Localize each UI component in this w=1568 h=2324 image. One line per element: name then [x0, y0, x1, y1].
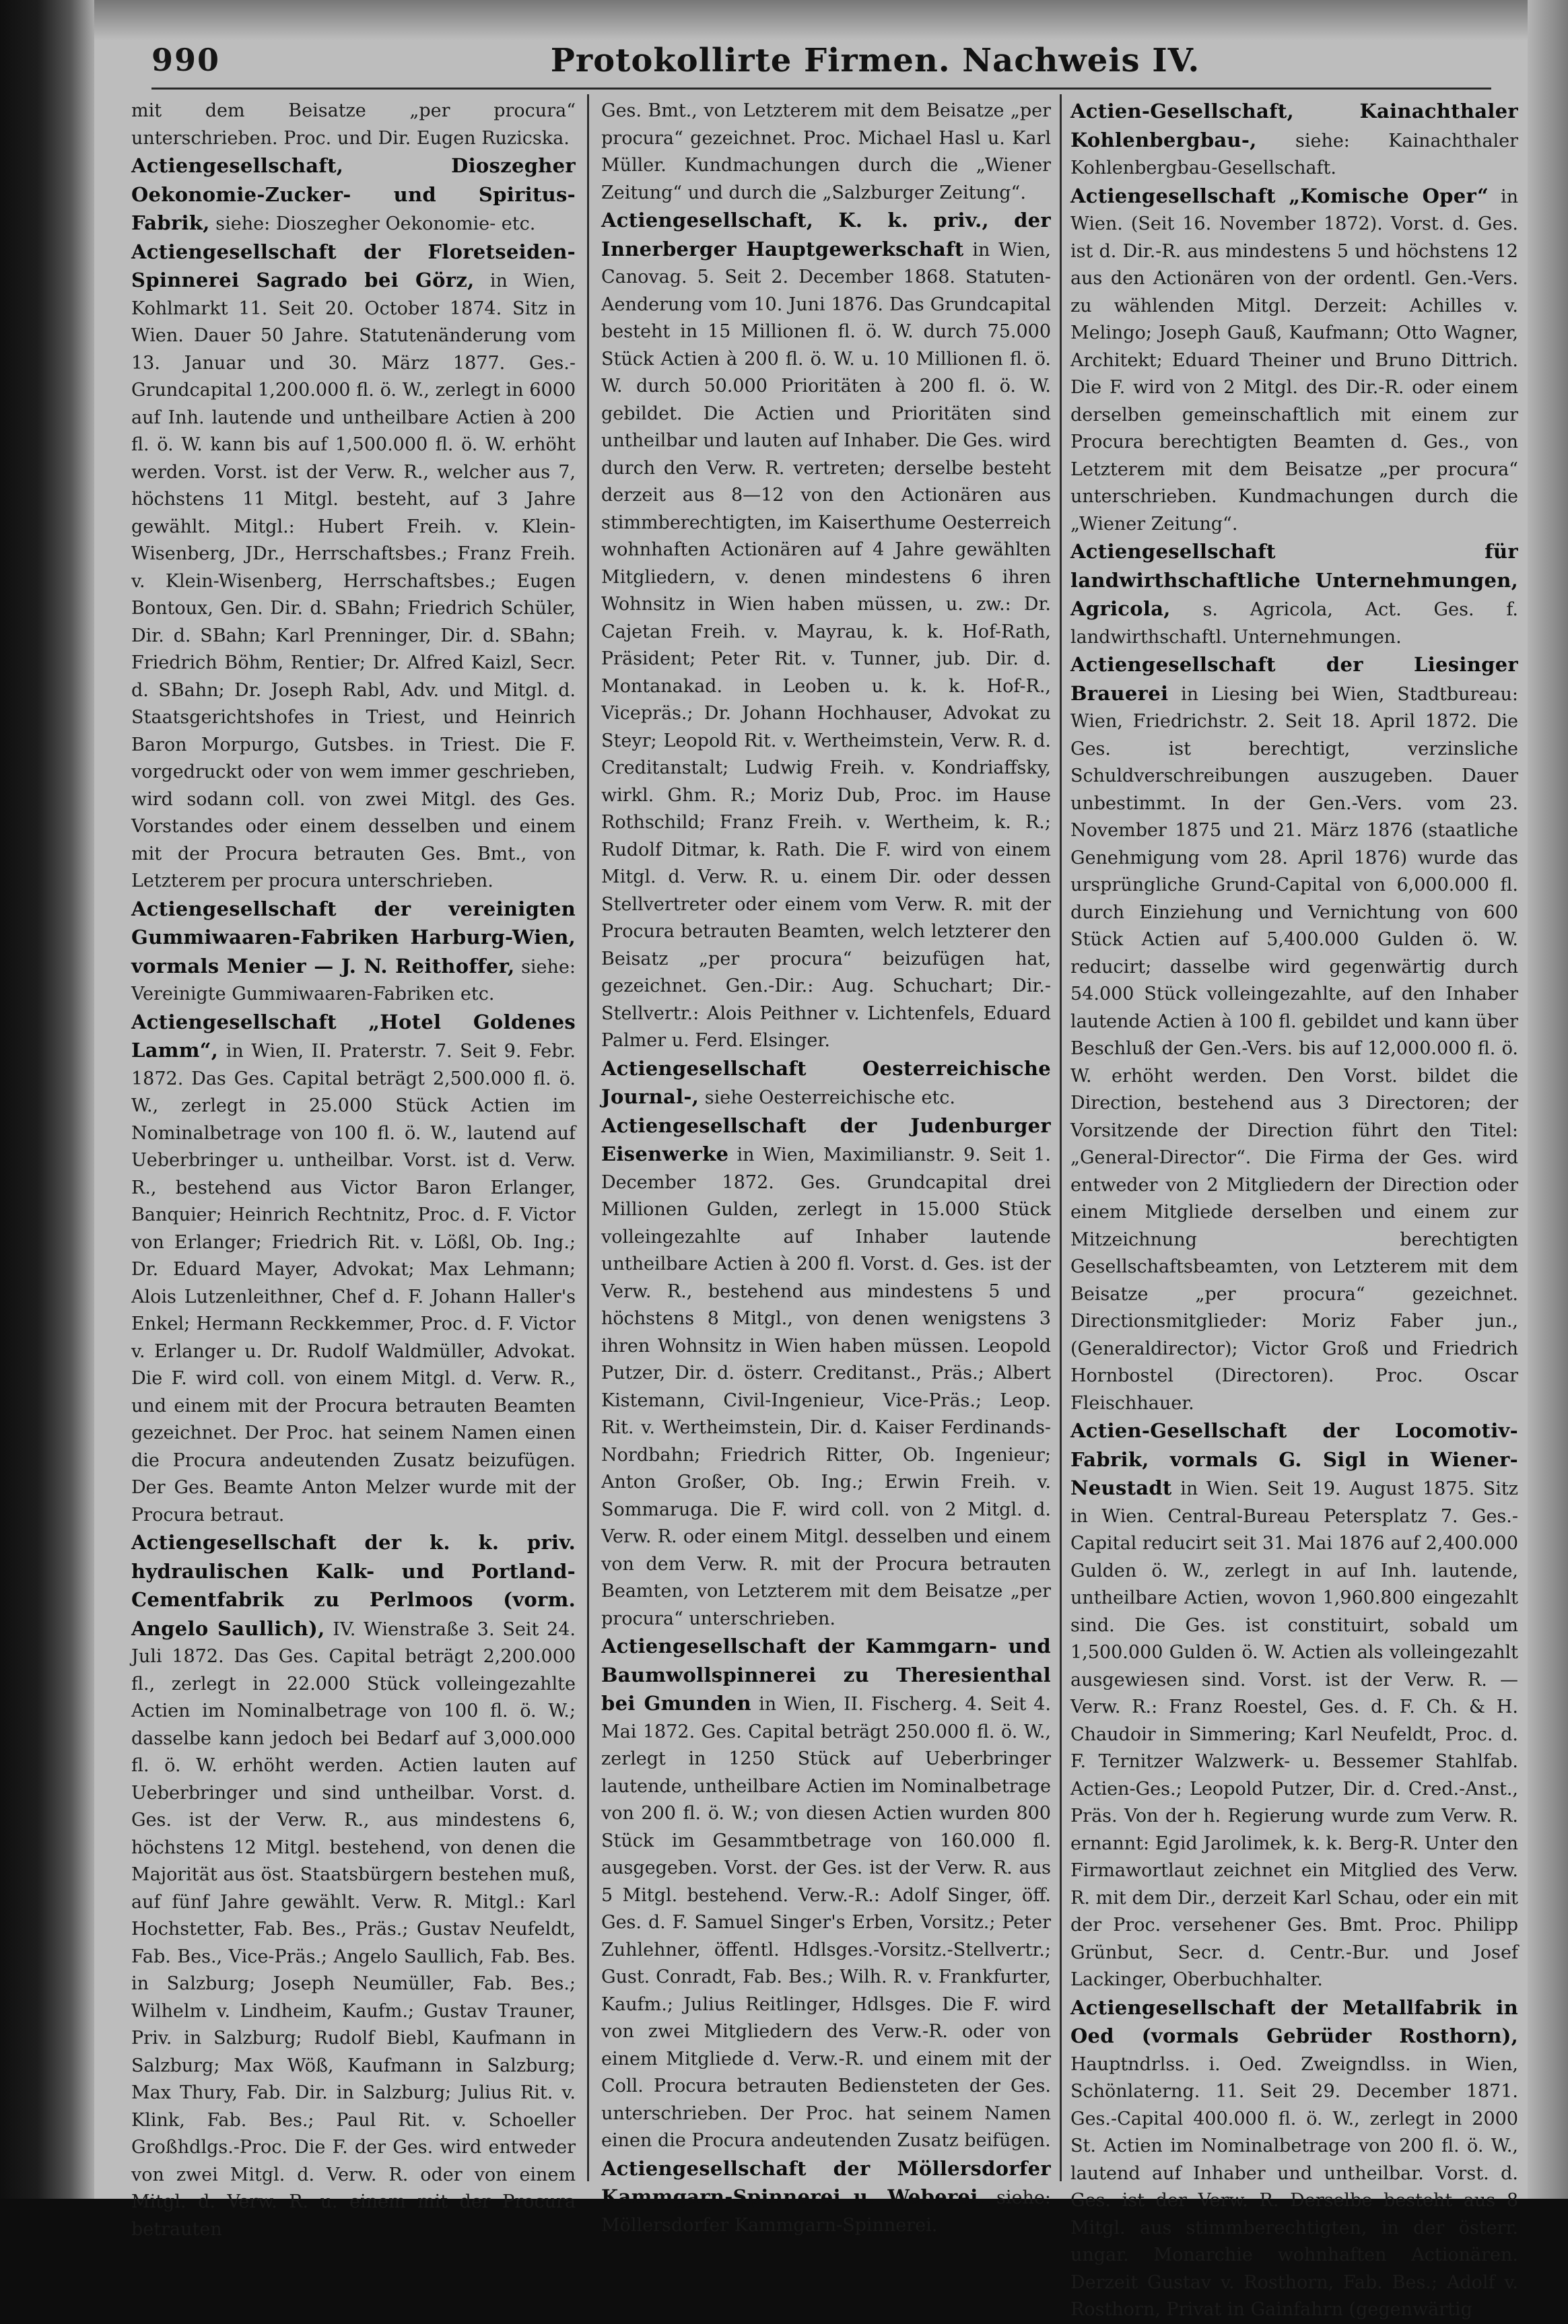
entry-text: Ges. Bmt., von Letzterem mit dem Beisatze „per procura“ gezeichnet. Proc. Michael Hasl u. Karl Müller. Kundmachungen durch die „Wiener Zeitung“ und durch die „Salzburger Zeitung“.: [601, 100, 1051, 203]
company-name: Actiengesellschaft „Komische Oper“: [1070, 184, 1489, 207]
text-column-3: [1070, 98, 1518, 2320]
company-name: Actiengesellschaft „Hotel Goldenes Lamm“,: [131, 1010, 576, 1062]
entry-text: IV. Wienstraße 3. Seit 24. Juli 1872. Das Ges. Capital beträgt 2,200.000 fl., zerlegt in 22.000 Stück volleingezahlte Actien im Nominalbetrage von 100 fl. ö. W.; dasselbe kann jedoch bei Bedarf auf 3,000.000 fl. ö. W. erhöht werden. Actien lauten auf Ueberbringer und sind untheilbar. Vorst. d. Ges. ist der Verw. R., aus mindestens 6, höchstens 12 Mitgl. bestehend, von denen die Majorität aus öst. Staatsbürgern bestehen muß, auf fünf Jahre gewählt. Verw. R. Mitgl.: Karl Hochstetter, Fab. Bes., Präs.; Gustav Neufeldt, Fab. Bes., Vice-Präs.; Angelo Saullich, Fab. Bes. in Salzburg; Joseph Neumüller, Fab. Bes.; Wilhelm v. Lindheim, Kaufm.; Gustav Trauner, Priv. in Salzburg; Rudolf Biebl, Kaufmann in Salzburg; Max Wöß, Kaufmann in Salzburg; Max Thury, Fab. Dir. in Salzburg; Julius Rit. v. Klink, Fab. Bes.; Paul Rit. v. Schoeller Großhdlgs.-Proc. Die F. der Ges. wird entweder von zwei Mitgl. d. Verw. R. oder von einem Mitgl. d. Verw. R. u. einem mit der Procura betrauten: [131, 1618, 576, 2240]
entry-text: in Wien, Kohlmarkt 11. Seit 20. October 1874. Sitz in Wien. Dauer 50 Jahre. Statutenänderung vom 13. Januar und 30. März 1877. Ges.-Grundcapital 1,200.000 fl. ö. W., zerlegt in 6000 auf Inh. lautende und untheilbare Actien à 200 fl. ö. W. kann bis auf 1,500.000 fl. ö. W. erhöht werden. Vorst. ist der Verw. R., welcher aus 7, höchstens 11 Mitgl. besteht, auf 3 Jahre gewählt. Mitgl.: Hubert Freih. v. Klein-Wisenberg, JDr., Herrschaftsbes.; Franz Freih. v. Klein-Wisenberg, Herrschaftsbes.; Eugen Bontoux, Gen. Dir. d. SBahn; Friedrich Schüler, Dir. d. SBahn; Karl Prenninger, Dir. d. SBahn; Friedrich Böhm, Rentier; Dr. Alfred Kaizl, Secr. d. SBahn; Dr. Joseph Rabl, Adv. und Mitgl. d. Staatsgerichtshofes in Triest, und Heinrich Baron Morpurgo, Gutsbes. in Triest. Die F. vorgedruckt oder von wem immer geschrieben, wird sodann coll. von zwei Mitgl. des Ges. Vorstandes oder einem desselben und einem mit der Procura betrauten Ges. Bmt., von Letzterem per procura unterschrieben.: [131, 271, 576, 891]
company-name: Actiengesellschaft der Möllersdorfer Kammgarn-Spinnerei u. Weberei,: [601, 2156, 1051, 2208]
company-name: Actien-Gesellschaft, Kainachthaler Kohlenbergbau-,: [1070, 100, 1518, 151]
company-entry: [1070, 98, 1518, 182]
company-name: Actiengesellschaft der Metallfabrik in Oed (vormals Gebrüder Rosthorn),: [1070, 1995, 1518, 2047]
company-name: Actiengesellschaft, K. k. priv., der Innerberger Hauptgewerkschaft: [601, 209, 1051, 261]
column-divider: [587, 94, 589, 2181]
entry-text: in Wien, Canovag. 5. Seit 2. December 1868. Statuten-Aenderung vom 10. Juni 1876. Das Grundcapital besteht in 15 Millionen fl. ö. W. durch 75.000 Stück Actien à 200 fl. ö. W. u. 10 Millionen fl. ö. W. durch 50.000 Prioritäten à 200 fl. ö. W. gebildet. Die Actien und Prioritäten sind untheilbar und lauten auf Inhaber. Die Ges. wird durch den Verw. R. vertreten; derselbe besteht derzeit aus 8—12 von den Actionären aus stimmberechtigten, im Kaiserthume Oesterreich wohnhaften Actionären auf 4 Jahre gewählten Mitgliedern, v. denen mindestens 6 ihren Wohnsitz in Wien haben müssen, u. zw.: Dr. Cajetan Freih. v. Mayrau, k. k. Hof-Rath, Präsident; Peter Rit. v. Tunner, jub. Dir. d. Montanakad. in Leoben u. k. k. Hof-R., Vicepräs.; Dr. Johann Hochhauser, Advokat zu Steyr; Leopold Rit. v. Wertheimstein, Verw. R. d. Creditanstalt; Ludwig Freih. v. Kondriaffsky, wirkl. Ghm. R.; Moriz Dub, Proc. im Hause Rothschild; Franz Freih. v. Wertheim, k. R.; Rudolf Ditmar, k. Rath. Die F. wird von einem Mitgl. d. Verw. R. u. einem Dir. oder dessen Stellvertreter oder einem vom Verw. R. mit der Procura betrauten Beamten, welch letzterer den Beisatz „per procura“ beizufügen hat, gezeichnet. Gen.-Dir.: Aug. Schuchart; Dir.-Stellvertr.: Alois Peithner v. Lichtenfels, Eduard Palmer u. Ferd. Elsinger.: [601, 239, 1051, 1051]
company-entry: [601, 1055, 1051, 1112]
page-number: 990: [151, 42, 221, 78]
company-entry: [601, 1633, 1051, 2155]
company-entry: [1070, 1417, 1518, 1994]
book-gutter-shadow: [0, 0, 94, 2199]
company-entry: [131, 152, 576, 238]
column-divider: [1060, 94, 1062, 2181]
company-entry: [131, 238, 576, 895]
company-entry: [601, 2155, 1051, 2240]
entry-text: in Wien. Seit 19. August 1875. Sitz in Wien. Central-Bureau Petersplatz 7. Ges.-Capital reducirt seit 31. Mai 1876 auf 2,400.000 Gulden ö. W., zerlegt in auf Inh. lautende, untheilbare Actien, wovon 1,960.800 eingezahlt sind. Die Ges. ist constituirt, sobald um 1,500.000 Gulden ö. W. Actien als volleingezahlt ausgewiesen sind. Vorst. ist der Verw. R. — Verw. R.: Franz Roestel, Ges. d. F. Ch. & H. Chaudoir in Simmering; Karl Neufeldt, Proc. d. F. Ternitzer Walzwerk- u. Bessemer Stahlfab. Actien-Ges.; Leopold Putzer, Dir. d. Cred.-Anst., Präs. Von der h. Regierung wurde zum Verw. R. ernannt: Egid Jarolimek, k. k. Berg-R. Unter den Firmawortlaut zeichnet ein Mitglied des Verw. R. mit dem Dir., derzeit Karl Schau, oder ein mit der Proc. versehener Ges. Bmt. Proc. Philipp Grünbut, Secr. d. Centr.-Bur. und Josef Lackinger, Oberbuchhalter.: [1070, 1478, 1518, 1990]
page-edge-shadow: [1528, 0, 1568, 2199]
company-entry: [1070, 651, 1518, 1417]
running-title: Protokollirte Firmen. Nachweis IV.: [550, 42, 1200, 79]
company-name: Actiengesellschaft der Liesinger Brauerei: [1070, 653, 1518, 705]
company-entry: [131, 98, 576, 152]
entry-text: s. Agricola, Act. Ges. f. landwirthschaftl. Unternehmungen.: [1070, 599, 1518, 648]
entry-text: siehe: Dioszegher Oekonomie- etc.: [215, 213, 536, 234]
company-name: Actiengesellschaft der Floretseiden-Spinnerei Sagrado bei Görz,: [131, 240, 576, 292]
entry-text: in Wien, II. Praterstr. 7. Seit 9. Febr. 1872. Das Ges. Capital beträgt 2,500.000 fl. ö. W., zerlegt in 25.000 Stück Actien im Nominalbetrage von 100 fl. ö. W., lautend auf Ueberbringer u. untheilbar. Vorst. ist d. Verw. R., bestehend aus Victor Baron Erlanger, Banquier; Heinrich Rechtnitz, Proc. d. F. Victor von Erlanger; Friedrich Rit. v. Lößl, Ob. Ing.; Dr. Eduard Mayer, Advokat; Max Lehmann; Alois Lutzenleithner, Chef d. F. Johann Haller's Enkel; Hermann Reckkemmer, Proc. d. F. Victor v. Erlanger u. Dr. Rudolf Waldmüller, Advokat. Die F. wird coll. von einem Mitgl. d. Verw. R., und einem mit der Procura betrauten Beamten gezeichnet. Der Proc. hat seinem Namen einen die Procura andeutenden Zusatz beizufügen. Der Ges. Beamte Anton Melzer wurde mit der Procura betraut.: [131, 1041, 576, 1526]
entry-text: in Wien, II. Fischerg. 4. Seit 4. Mai 1872. Ges. Capital beträgt 250.000 fl. ö. W., zerlegt in 1250 Stück auf Ueberbringer lautende, untheilbare Actien im Nominalbetrage von 200 fl. ö. W.; von diesen Actien wurden 800 Stück im Gesammtbetrage von 160.000 fl. ausgegeben. Vorst. der Ges. ist der Verw. R. aus 5 Mitgl. bestehend. Verw.-R.: Adolf Singer, öff. Ges. d. F. Samuel Singer's Erben, Vorsitz.; Peter Zuhlehner, öffentl. Hdlsges.-Vorsitz.-Stellvertr.; Gust. Conradt, Fab. Bes.; Wilh. R. v. Frankfurter, Kaufm.; Julius Reitlinger, Hdlsges. Die F. wird von zwei Mitgliedern des Verw.-R. oder von einem Mitgliede d. Verw.-R. und einem mit der Coll. Procura betrauten Bediensteten der Ges. unterschrieben. Der Proc. hat seinem Namen einen die Procura andeutenden Zusatz beifügen.: [601, 1694, 1051, 2151]
company-entry: [601, 207, 1051, 1055]
company-entry: [1070, 182, 1518, 539]
company-name: Actiengesellschaft der Judenburger Eisenwerke: [601, 1114, 1051, 1165]
entry-text: mit dem Beisatze „per procura“ unterschrieben. Proc. und Dir. Eugen Ruzicska.: [131, 100, 576, 149]
company-name: Actiengesellschaft der vereinigten Gummiwaaren-Fabriken Harburg-Wien, vormals Menier — J. N. Reithoffer,: [131, 897, 576, 978]
company-name: Actiengesellschaft der k. k. priv. hydraulischen Kalk- und Portland-Cementfabrik zu Perlmoos (vorm. Angelo Saullich),: [131, 1531, 576, 1640]
company-entry: [131, 1009, 576, 1530]
company-entry: [601, 98, 1051, 207]
company-name: Actiengesellschaft der Kammgarn- und Baumwollspinnerei zu Theresienthal bei Gmunden: [601, 1635, 1051, 1715]
entry-text: siehe: Kainachthaler Kohlenbergbau-Gesellschaft.: [1070, 130, 1518, 178]
entry-text: siehe: Vereinigte Gummiwaaren-Fabriken etc.: [131, 956, 576, 1004]
scan-top-band: [0, 0, 1568, 40]
company-entry: [131, 1529, 576, 2243]
company-entry: [1070, 538, 1518, 651]
entry-text: siehe: Möllersdorfer Kammgarn-Spinnerei.: [601, 2187, 1051, 2236]
company-name: Actiengesellschaft Oesterreichische Journal-,: [601, 1056, 1051, 1108]
entry-text: siehe Oesterreichische etc.: [704, 1087, 956, 1108]
text-column-1: [131, 98, 576, 2240]
company-entry: [1070, 1994, 1518, 2324]
entry-text: in Liesing bei Wien, Stadtbureau: Wien, Friedrichstr. 2. Seit 18. April 1872. Die Ges. ist berechtigt, verzinsliche Schuldverschreibungen auszugeben. Dauer unbestimmt. In der Gen.-Vers. vom 23. November 1875 und 21. März 1876 (staatliche Genehmigung vom 28. April 1876) wurde das ursprüngliche Grund-Capital von 6,000.000 fl. durch Einziehung und Vernichtung von 600 Stück Actien auf 5,400.000 Gulden ö. W. reducirt; dasselbe wird gegenwärtig durch 54.000 Stück volleingezahlte, auf den Inhaber lautende Actien à 100 fl. gebildet und kann über Beschluß der Gen.-Vers. bis auf 12,000.000 fl. ö. W. erhöht werden. Den Vorst. bildet die Direction, bestehend aus 3 Directoren; der Vorsitzende der Direction führt den Titel: „General-Director“. Die Firma der Ges. wird entweder von 2 Mitgliedern der Direction oder einem Mitgliede derselben und einem zur Mitzeichnung berechtigten Gesellschaftsbeamten, von Letzterem mit dem Beisatze „per procura“ gezeichnet. Directionsmitglieder: Moriz Faber jun., (Generaldirector); Victor Groß und Friedrich Hornbostel (Directoren). Proc. Oscar Fleischhauer.: [1070, 683, 1518, 1414]
company-name: Actiengesellschaft für landwirthschaftliche Unternehmungen, Agricola,: [1070, 540, 1518, 620]
text-column-2: [601, 98, 1051, 2236]
entry-text: in Wien, Maximilianstr. 9. Seit 1. December 1872. Ges. Grundcapital drei Millionen Gulden, zerlegt in 15.000 Stück volleingezahlte auf Inhaber lautende untheilbare Actien à 200 fl. Vorst. d. Ges. ist der Verw. R., bestehend aus mindestens 5 und höchstens 8 Mitgl., von denen wenigstens 3 ihren Wohnsitz in Wien haben müssen. Leopold Putzer, Dir. d. österr. Creditanst., Präs.; Albert Kistemann, Civil-Ingenieur, Vice-Präs.; Leop. Rit. v. Wertheimstein, Dir. d. Kaiser Ferdinands-Nordbahn; Friedrich Ritter, Ob. Ingenieur; Anton Großer, Ob. Ing.; Erwin Freih. v. Sommaruga. Die F. wird coll. von 2 Mitgl. d. Verw. R. oder einem Mitgl. desselben und einem von dem Verw. R. mit der Procura betrauten Beamten, von Letzterem mit dem Beisatze „per procura“ unterschrieben.: [601, 1144, 1051, 1629]
header-rule: [151, 88, 1491, 90]
company-entry: [601, 1112, 1051, 1633]
entry-text: in Wien. (Seit 16. November 1872). Vorst. d. Ges. ist d. Dir.-R. aus mindestens 5 und höchstens 12 aus den Actionären von der ordentl. Gen.-Vers. zu wählenden Mitgl. Derzeit: Achilles v. Melingo; Joseph Gauß, Kaufmann; Otto Wagner, Architekt; Eduard Theiner und Bruno Dittrich. Die F. wird von 2 Mitgl. des Dir.-R. oder einem derselben gemeinschaftlich mit einem zur Procura berechtigten Beamten d. Ges., von Letzterem mit dem Beisatze „per procura“ unterschrieben. Kundmachungen durch die „Wiener Zeitung“.: [1070, 186, 1518, 535]
company-entry: [131, 895, 576, 1009]
company-name: Actiengesellschaft, Dioszegher Oekonomie-Zucker- und Spiritus-Fabrik,: [131, 154, 576, 234]
entry-text: Hauptndrlss. i. Oed. Zweigndlss. in Wien, Schönlaterng. 11. Seit 29. December 1871. Ges.-Capital 400.000 fl. ö. W., zerlegt in 2000 St. Actien im Nominalbetrage von 200 fl. ö. W., lautend auf Inhaber und untheilbar. Vorst. d. Ges. ist der Verw. R. Derselbe besteht aus 8 Mitgl. aus stimmberechtigten, in der österr. ungar. Monarchie wohnhaften Actionären. Derzeit Gustav v. Rosthorn, Fab. Bes.; Adolf v. Rosthorn, Privat in Gainfahrn (gegenwärtig: [1070, 2053, 1518, 2320]
company-name: Actien-Gesellschaft der Locomotiv-Fabrik, vormals G. Sigl in Wiener-Neustadt: [1070, 1419, 1518, 1499]
